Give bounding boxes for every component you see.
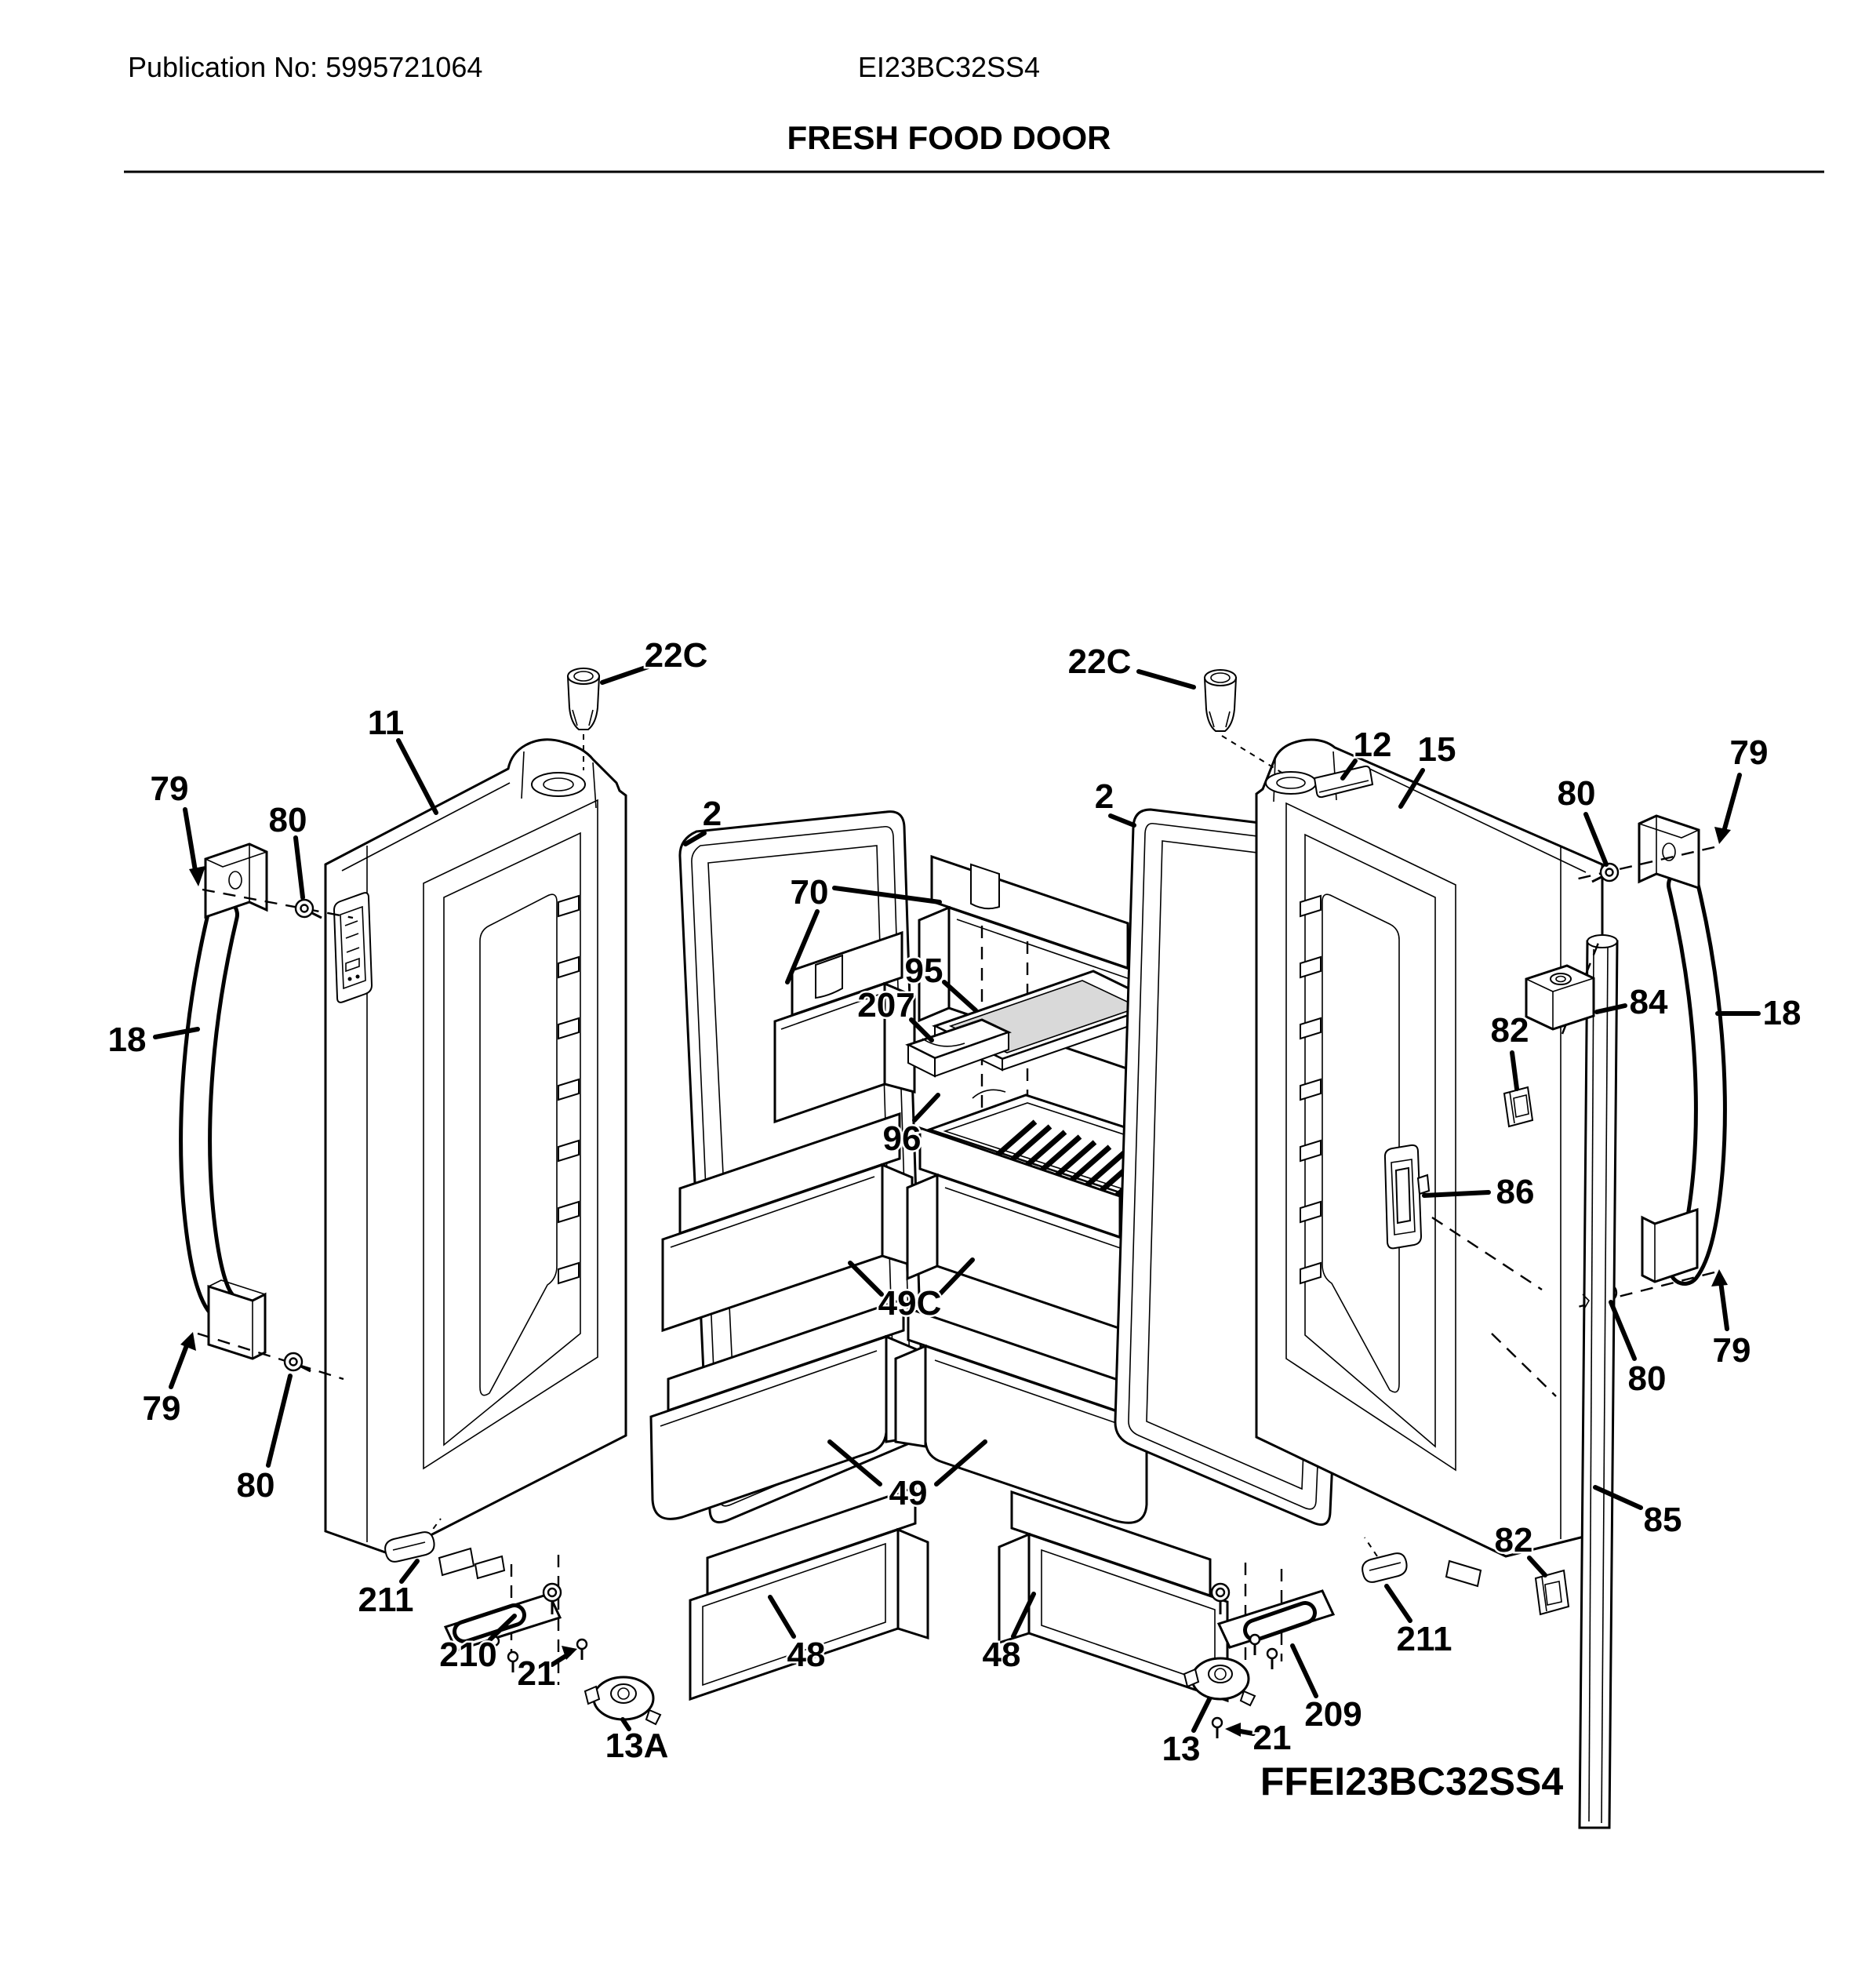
- header-model-number: EI23BC32SS4: [857, 51, 1041, 83]
- callout-label: 210: [439, 1636, 497, 1674]
- callout-13a: [605, 1719, 669, 1765]
- callout-label: 211: [358, 1581, 414, 1619]
- callout-label: 80: [236, 1466, 275, 1505]
- callout-2-right: [1095, 777, 1134, 825]
- handle-bottom-mount-right: [1642, 1210, 1697, 1282]
- callout-label: 82: [1490, 1011, 1529, 1050]
- callout-18-right: [1718, 994, 1801, 1032]
- callout-79-top-right: [1714, 733, 1768, 844]
- callout-label: 13: [1162, 1730, 1201, 1768]
- callout-label: 80: [1627, 1359, 1667, 1398]
- callout-label: 21: [517, 1654, 556, 1693]
- callout-80-bottom-right: [1611, 1302, 1666, 1398]
- callout-label: 2: [702, 795, 722, 833]
- callout-11: [368, 704, 436, 813]
- callout-label: 49C: [878, 1284, 942, 1323]
- callout-22c-right: [1068, 642, 1194, 687]
- callout-label: 80: [268, 801, 307, 839]
- right-top-hinge-plug: [1205, 670, 1283, 773]
- publication-number: Publication No: 5995721064: [128, 51, 483, 83]
- callout-label: 15: [1417, 730, 1456, 769]
- hinge-hole-plug-right: [1362, 1553, 1406, 1582]
- callout-13: [1162, 1699, 1209, 1768]
- callout-79-top-left: [151, 770, 205, 886]
- callout-21-right: [1225, 1719, 1291, 1757]
- callout-label: 79: [1712, 1331, 1751, 1370]
- door-bin-deep-right: [896, 1308, 1147, 1523]
- callout-label: 22C: [1067, 642, 1132, 681]
- right-door-bottom-stop: [1446, 1561, 1481, 1586]
- callout-label: 79: [1729, 733, 1769, 772]
- callout-209: [1292, 1646, 1362, 1734]
- footer-model-number: FFEI23BC32SS4: [1260, 1759, 1564, 1803]
- callout-label: 11: [367, 704, 405, 742]
- callout-label: 96: [882, 1119, 922, 1158]
- left-hinge-hole: [532, 773, 585, 796]
- trim-clip-top: [1504, 1087, 1532, 1126]
- callout-label: 12: [1353, 726, 1392, 764]
- left-door-handle: [195, 844, 267, 1359]
- callout-79-bottom-left: [143, 1332, 196, 1428]
- callout-21-left: [518, 1646, 577, 1693]
- callout-label: 21: [1252, 1719, 1292, 1757]
- callout-label: 48: [787, 1636, 826, 1674]
- callout-label: 13A: [605, 1727, 669, 1765]
- left-door-control-panel: [334, 893, 372, 1003]
- right-door-panel: [1256, 740, 1602, 1586]
- callout-label: 211: [1396, 1620, 1452, 1658]
- callout-label: 70: [790, 873, 829, 912]
- left-door-bottom-stop: [439, 1548, 474, 1575]
- callout-211-right: [1387, 1586, 1452, 1658]
- callout-80-top-left: [269, 801, 307, 897]
- callout-label: 209: [1304, 1695, 1362, 1734]
- right-hinge-hole: [1266, 772, 1316, 794]
- callout-22c-left: [602, 636, 707, 682]
- left-door-panel: [325, 740, 626, 1578]
- callout-label: 95: [904, 952, 943, 990]
- callout-label: 86: [1496, 1173, 1535, 1211]
- shelf-insert-tray: [908, 1020, 1009, 1076]
- callout-79-bottom-right: [1711, 1269, 1751, 1370]
- callout-80-bottom-left: [237, 1376, 290, 1505]
- page-header: [124, 51, 1824, 172]
- callout-label: 49: [889, 1474, 928, 1512]
- callout-label: 84: [1629, 983, 1668, 1021]
- door-trim-strip: [1580, 935, 1617, 1828]
- callout-label: 18: [107, 1021, 147, 1059]
- page-title: FRESH FOOD DOOR: [787, 119, 1111, 156]
- callout-211-left: [358, 1561, 417, 1619]
- callout-label: 22C: [644, 636, 708, 675]
- right-door-handle: [1639, 816, 1711, 1282]
- callout-label: 79: [142, 1389, 181, 1428]
- callout-label: 207: [857, 986, 915, 1024]
- callout-label: 85: [1643, 1501, 1682, 1539]
- callout-label: 82: [1494, 1521, 1533, 1559]
- trim-clip-bottom: [1536, 1570, 1569, 1614]
- callout-label: 79: [150, 770, 189, 808]
- callout-label: 2: [1094, 777, 1114, 816]
- handle-bottom-mount: [209, 1286, 265, 1359]
- callout-label: 18: [1762, 994, 1801, 1032]
- left-bottom-hinge-group: [385, 1519, 660, 1724]
- callout-label: 80: [1557, 774, 1596, 813]
- callout-label: 48: [982, 1636, 1021, 1674]
